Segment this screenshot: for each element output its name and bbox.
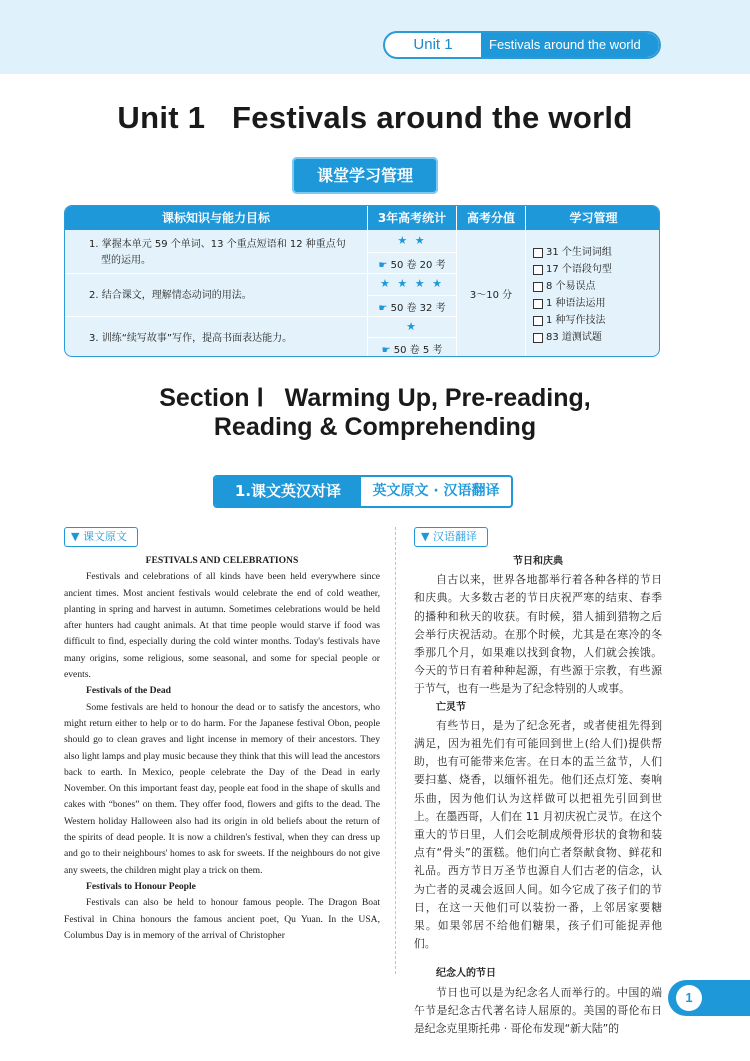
goal-text: 1. 掌握本单元 59 个单词、13 个重点短语和 12 种重点句 bbox=[89, 239, 346, 250]
exam-stat bbox=[369, 341, 455, 356]
goal-text: 2. 结合课文，理解情态动词的用法。 bbox=[89, 290, 252, 301]
translation-banner bbox=[213, 475, 513, 508]
checkbox[interactable] bbox=[533, 299, 543, 309]
exam-stat-text: 50 卷 20 考 bbox=[390, 260, 446, 271]
goals-table bbox=[64, 205, 660, 357]
subheading: 亡灵节 bbox=[436, 701, 466, 713]
unit-topic: Festivals around the world bbox=[481, 33, 659, 57]
star-rating: ★ bbox=[406, 320, 418, 333]
pointing-hand-icon: ☛ bbox=[378, 303, 388, 314]
translation-tag: ▼ 汉语翻译 bbox=[414, 527, 488, 547]
checkbox[interactable] bbox=[533, 248, 543, 258]
chinese-text bbox=[414, 553, 662, 1038]
goal-row bbox=[89, 288, 367, 304]
score-range: 3～10 分 bbox=[469, 290, 513, 301]
exam-stat-text: 50 卷 32 考 bbox=[390, 303, 446, 314]
page-number: 1 bbox=[676, 985, 702, 1011]
header-management: 学习管理 bbox=[526, 206, 660, 230]
checkbox[interactable] bbox=[533, 282, 543, 292]
banner-subtitle: 英文原文 · 汉语翻译 bbox=[372, 483, 500, 499]
header-goals: 课标知识与能力目标 bbox=[65, 206, 367, 230]
goal-text: 3. 训练“续写故事”写作，提高书面表达能力。 bbox=[89, 333, 293, 344]
checklist-item[interactable]: 1 种写作技法 bbox=[533, 312, 660, 329]
paragraph: 有些节日，是为了纪念死者，或者使祖先得到满足，因为祖先们有可能回到世上(给人们)提供帮助，也有可能带来危害。在日本的盂兰盆节，人们要扫墓、烧香，以缅怀祖先。他们还点灯笼、奏响乐曲，因为他们认为这样做可以把祖先引回到世上。在墨西哥，人们在 11 月初庆祝亡灵节。在这个重大的节日里，人们会吃制成颅骨形状的食物和装点有“骨头”的蛋糕。他们向亡者祭献食物、鲜花和礼品。西方节日万圣节也源自人们古老的信念，认为亡者的灵魂会返回人间。如今它成了孩子们的节日，在这一天他们可以装扮一番，上邻居家要糖果。如果邻居不给他们糖果，孩子们可能捉弄他们。 bbox=[414, 718, 662, 951]
exam-stat bbox=[369, 299, 455, 314]
unit-tab bbox=[383, 31, 661, 59]
exam-stat-text: 50 卷 5 考 bbox=[393, 345, 443, 356]
paragraph: Festivals can also be held to honour famous people. The Dragon Boat Festival in China honours the famous ancient poet, Qu Yuan. In the USA, Columbus Day is in memory of the arrival of Christopher bbox=[64, 897, 380, 941]
english-text bbox=[64, 553, 380, 944]
text-title: FESTIVALS AND CELEBRATIONS bbox=[145, 555, 299, 566]
section-title: Section Ⅰ Warming Up, Pre-reading, Reading & Comprehending bbox=[159, 384, 591, 441]
checkbox[interactable] bbox=[533, 333, 543, 343]
goal-text: 型的运用。 bbox=[101, 255, 151, 266]
triangle-down-icon: ▼ bbox=[421, 530, 430, 543]
classroom-management-heading: 课堂学习管理 bbox=[292, 157, 438, 194]
original-text-tag: ▼ 课文原文 bbox=[64, 527, 138, 547]
star-rating: ★ ★ bbox=[397, 234, 427, 247]
unit-label: Unit 1 bbox=[413, 36, 453, 53]
checkbox[interactable] bbox=[533, 316, 543, 326]
checklist-item[interactable]: 31 个生词词组 bbox=[533, 244, 660, 261]
paragraph: 自古以来，世界各地都举行着各种各样的节日和庆典。大多数古老的节日庆祝严寒的结束、春季的播种和秋天的收获。有时候，猎人捕到猎物之后会举行庆祝活动。在那个时候，尤其是在寒冷的冬季那几个月，如果难以找到食物，人们就会挨饿。今天的节日有着种种起源，有些源于宗教，有些源于节气，也有一些是为了纪念特别的人或事。 bbox=[414, 573, 662, 696]
triangle-down-icon: ▼ bbox=[71, 530, 80, 543]
subheading: Festivals to Honour People bbox=[86, 880, 196, 892]
checklist-item[interactable]: 17 个语段句型 bbox=[533, 261, 660, 278]
star-rating: ★ ★ ★ ★ bbox=[380, 277, 444, 290]
pointing-hand-icon: ☛ bbox=[381, 345, 391, 356]
header-score: 高考分值 bbox=[457, 206, 525, 230]
paragraph: Festivals and celebrations of all kinds have been held everywhere since ancient times. Most ancient festivals would celebrate the end of cold weather, planting in spring and harvest in autumn. Sometimes celebrations would be held after hunters had caught animals. At that time people would starve if food was difficult to find, especially during the cold winter months. Today's festivals have many origins, some religious, some seasonal, and some for special people or events. bbox=[64, 571, 380, 681]
goal-row bbox=[89, 331, 367, 347]
paragraph: Some festivals are held to honour the dead or to satisfy the ancestors, who might return either to help or to do harm. For the Japanese festival Obon, people should go to clean graves and light incense in memory of their ancestors. They also light lamps and play music because they think that this will lead the ancestors back to earth. In Mexico, people celebrate the Day of the Dead in early November. On this important feast day, people eat food in the shape of skulls and cakes with “bones” on them. They offer food, flowers and gifts to the dead. The Western holiday Halloween also had its origin in old beliefs about the return of the spirits of dead people. It is now a children's festival, when they can dress up and go to their neighbours' homes to ask for sweets. If the neighbours do not give any sweets, the children might play a trick on them. bbox=[64, 701, 380, 876]
checklist-item[interactable]: 1 种语法运用 bbox=[533, 295, 660, 312]
exam-stat bbox=[369, 256, 455, 271]
subheading: Festivals of the Dead bbox=[86, 685, 171, 697]
banner-label: 1.课文英汉对译 bbox=[215, 477, 361, 506]
paragraph: 节日也可以是为纪念名人而举行的。中国的端午节是纪念古代著名诗人屈原的。美国的哥伦布日是纪念克里斯托弗 · 哥伦布发现“新大陆”的 bbox=[414, 985, 662, 1036]
text-title: 节日和庆典 bbox=[513, 556, 563, 567]
column-divider bbox=[395, 527, 396, 974]
checklist-item[interactable]: 8 个易误点 bbox=[533, 278, 660, 295]
page-title: Unit 1 Festivals around the world bbox=[117, 100, 633, 135]
header-stats: 3年高考统计 bbox=[368, 206, 456, 230]
management-checklist bbox=[533, 244, 660, 346]
pointing-hand-icon: ☛ bbox=[378, 260, 388, 271]
checklist-item[interactable]: 83 道测试题 bbox=[533, 329, 660, 346]
subheading: 纪念人的节日 bbox=[436, 968, 496, 980]
goal-row bbox=[89, 237, 367, 269]
checkbox[interactable] bbox=[533, 265, 543, 275]
